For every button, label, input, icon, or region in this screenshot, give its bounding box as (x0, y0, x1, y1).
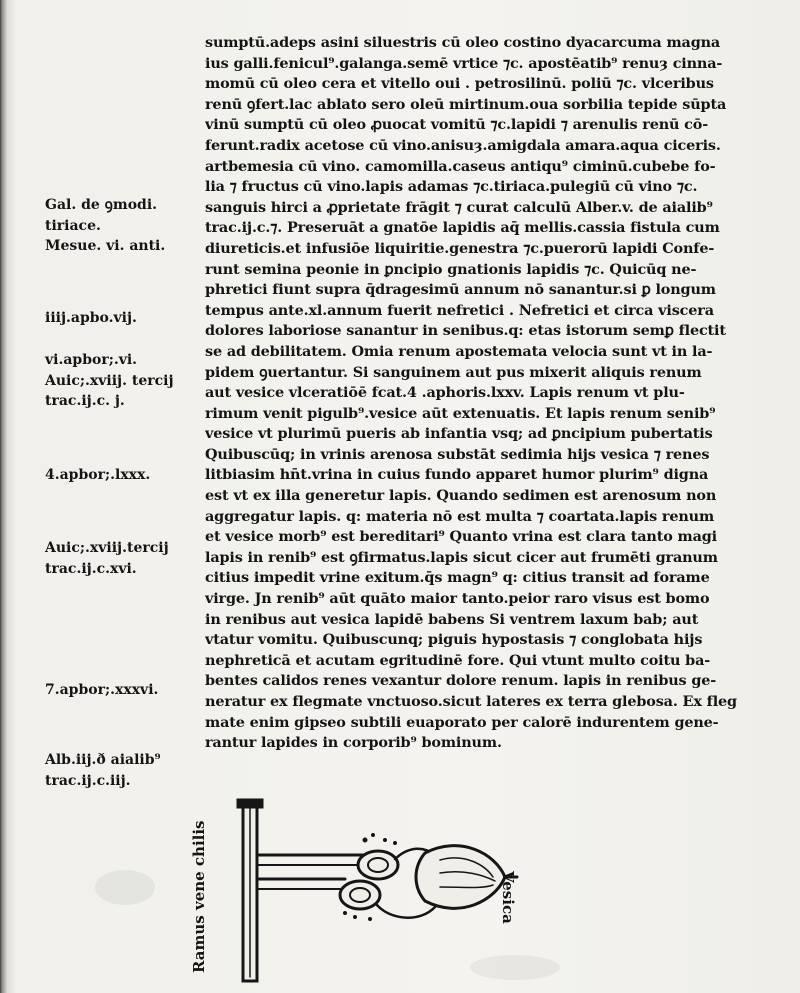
text-line: momū cū oleo cera et vitello oui . petrosilinū. poliū ⁊c. vlceribus (205, 75, 714, 93)
text-line: citius impedit vrine exitum.q̄s magn⁹ q: citius transit ad forame (205, 569, 710, 587)
note-line: iiij.apbo.vij. (45, 310, 137, 326)
text-line: in renibus aut vesica lapidē babens Si ventrem laxum bab; aut (205, 610, 699, 628)
text-line: rantur lapides in corporib⁹ bominum. (205, 734, 502, 752)
marginal-note (45, 538, 169, 579)
marginal-note (45, 680, 158, 701)
text-line: et vesice morb⁹ est bereditari⁹ Quanto vrina est clara tanto magi (205, 528, 717, 546)
main-text-block (205, 33, 785, 754)
figure-label-left: Ramus vene chilis (190, 820, 208, 973)
note-line: trac.ij.c.iij. (45, 772, 131, 789)
marginal-note (45, 465, 150, 486)
note-line: 4.apbor;.lxxx. (45, 467, 151, 483)
text-line: ferunt.radix acetose cū vino.anisuȝ.amigdala amara.aqua ciceris. (205, 136, 721, 154)
text-line: est vt ex illa generetur lapis. Quando sedimen est arenosum non (205, 487, 717, 505)
text-line: pidem ꝯuertantur. Si sanguinem aut pus mixerit aliquis renum (205, 363, 702, 381)
text-line: litbiasim hn̄t.vrina in cuius fundo apparet humor plurim⁹ digna (205, 466, 709, 484)
marginal-note (45, 350, 174, 412)
text-line: runt semina peonie in ꝑncipio gnationis lapidis ⁊c. Quicūq ne- (205, 260, 697, 278)
text-line: phretici fiunt supra q̄dragesimū annum nō sanantur.si ꝑ longum (205, 281, 716, 299)
note-line: Mesue. vi. anti. (45, 238, 166, 255)
figure-label-right: Vesica (499, 871, 517, 924)
text-line: trac.ij.c.⁊. Preseruāt a gnatōe lapidis aq̄ mellis.cassia fistula cum (205, 219, 720, 237)
text-line: mate enim gipseo subtili euaporato per calorē indurentem gene- (205, 713, 719, 731)
text-line: se ad debilitatem. Omia renum apostemata velocia sunt vt in la- (205, 342, 713, 360)
note-line: trac.ij.c. j. (45, 393, 125, 410)
text-line: aut vesice vlceratiōē fcat.4 .aphoris.lxxv. Lapis renum vt plu- (205, 384, 685, 402)
note-line: tiriace. (45, 217, 101, 234)
marginal-note (45, 308, 137, 329)
text-line: lapis in renib⁹ est ꝯfirmatus.lapis sicut cicer aut frumēti granum (205, 548, 718, 566)
text-line: dolores laboriose sanantur in senibus.q: etas istorum semꝑ flectit (205, 322, 726, 340)
text-line: neratur ex flegmate vnctuoso.sicut lateres ex terra glebosa. Ex fleg (205, 693, 737, 710)
text-line: renū ꝯfert.lac ablato sero oleū mirtinum.oua sorbilia tepide sūpta (205, 95, 727, 113)
text-line: vesice vt plurimū pueris ab infantia vsq; ad ꝑncipium pubertatis (205, 425, 713, 443)
text-line: lia ⁊ fructus cū vino.lapis adamas ⁊c.tiriaca.pulegiū cū vino ⁊c. (205, 178, 698, 196)
text-line: nephreticā et acutam egritudinē fore. Qui vtunt multo coitu ba- (205, 651, 711, 669)
note-line: Gal. de ꝯmodi. (45, 197, 158, 213)
text-line: bentes calidos renes vexantur dolore renum. lapis in renibus ge- (205, 672, 717, 690)
text-line: rimum venit pigulb⁹.vesice aūt extenuatis. Et lapis renum senib⁹ (205, 404, 716, 422)
note-line: vi.apbor;.vi. (45, 352, 138, 368)
text-line: sanguis hirci a ꝓprietate frāgit ⁊ curat calculū Alber.v. de aialib⁹ (205, 198, 713, 216)
text-line: Quibuscūq; in vrinis arenosa substāt sedimia hijs vesica ⁊ renes (205, 445, 710, 463)
text-line: artbemesia cū vino. camomilla.caseus antiqu⁹ ciminū.cubebe fo- (205, 157, 716, 175)
marginal-note (45, 750, 161, 791)
text-line: aggregatur lapis. q: materia nō est multa ⁊ coartata.lapis renum (205, 507, 715, 525)
stain (95, 870, 155, 905)
text-line: tempus ante.xl.annum fuerit nefretici . Nefretici et circa viscera (205, 301, 714, 319)
note-line: Alb.iij.ð aialib⁹ (45, 752, 161, 768)
note-line: 7.apbor;.xxxvi. (45, 682, 159, 698)
text-line: vtatur vomitu. Quibuscunq; piguis hypostasis ⁊ conglobata hijs (205, 631, 703, 649)
note-line: Auic;.xviij. tercij (45, 372, 174, 389)
marginal-note (45, 195, 165, 257)
text-line: vinū sumptū cū oleo ꝓuocat vomitū ⁊c.lapidi ⁊ arenulis renū cō- (205, 116, 709, 134)
text-line: ius galli.fenicul⁹.galanga.semē vrtice ⁊c. apostēatib⁹ renuȝ cinna- (205, 54, 723, 72)
kidney-bladder-woodcut (190, 795, 555, 985)
note-line: Auic;.xviij.tercij (45, 540, 169, 556)
text-line: sumptū.adeps asini siluestris cū oleo costino dyacarcuma magna (205, 34, 721, 51)
note-line: trac.ij.c.xvi. (45, 560, 137, 577)
text-line: diureticis.et infusiōe liquiritie.genestra ⁊c.puerorū lapidi Confe- (205, 239, 715, 257)
text-line: virge. Jn renib⁹ aūt quāto maior tanto.peior raro visus est bomo (205, 590, 710, 608)
